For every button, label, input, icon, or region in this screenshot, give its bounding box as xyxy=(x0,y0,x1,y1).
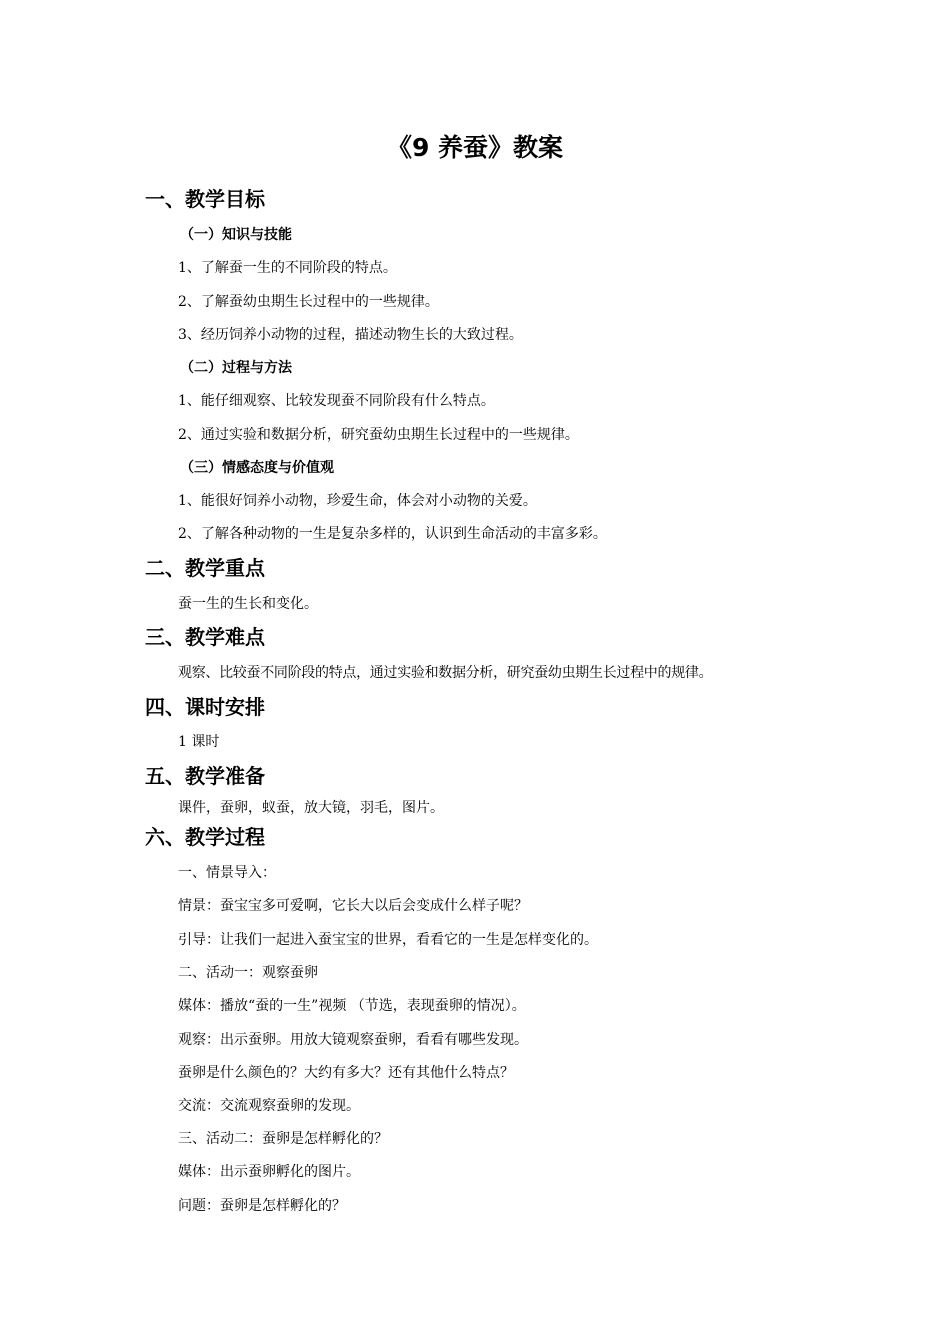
process-line: 三、活动二：蚕卵是怎样孵化的？ xyxy=(178,1131,388,1147)
subsection-heading-attitude: （三）情感态度与价值观 xyxy=(180,460,334,476)
process-line: 二、活动一：观察蚕卵 xyxy=(178,965,318,981)
section-heading-schedule: 四、课时安排 xyxy=(145,695,265,719)
process-line: 蚕卵是什么颜色的？大约有多大？还有其他什么特点？ xyxy=(178,1065,514,1081)
section-heading-preparation: 五、教学准备 xyxy=(145,764,265,788)
section-heading-key-points: 二、教学重点 xyxy=(145,556,265,580)
section-heading-process: 六、教学过程 xyxy=(145,825,265,849)
goal-item: 2、了解蚕幼虫期生长过程中的一些规律。 xyxy=(178,294,439,310)
process-line: 一、情景导入： xyxy=(178,865,276,881)
section-text: 蚕一生的生长和变化。 xyxy=(178,596,318,612)
goal-item: 1、了解蚕一生的不同阶段的特点。 xyxy=(178,260,397,276)
document-title: 《9 养蚕》教案 xyxy=(386,133,564,162)
process-line: 引导：让我们一起进入蚕宝宝的世界，看看它的一生是怎样变化的。 xyxy=(178,932,598,948)
process-line: 问题：蚕卵是怎样孵化的？ xyxy=(178,1198,346,1214)
section-text: 1 课时 xyxy=(178,734,220,750)
subsection-heading-process: （二）过程与方法 xyxy=(180,360,292,376)
goal-item: 3、经历饲养小动物的过程，描述动物生长的大致过程。 xyxy=(178,327,523,343)
goal-item: 1、能很好饲养小动物，珍爱生命，体会对小动物的关爱。 xyxy=(178,493,537,509)
section-text: 观察、比较蚕不同阶段的特点，通过实验和数据分析，研究蚕幼虫期生长过程中的规律。 xyxy=(178,665,713,681)
goal-item: 2、了解各种动物的一生是复杂多样的，认识到生命活动的丰富多彩。 xyxy=(178,526,607,542)
process-line: 媒体：播放“蚕的一生”视频 （节选，表现蚕卵的情况）。 xyxy=(178,998,526,1014)
process-line: 媒体：出示蚕卵孵化的图片。 xyxy=(178,1164,360,1180)
goal-item: 1、能仔细观察、比较发现蚕不同阶段有什么特点。 xyxy=(178,393,495,409)
process-line: 交流：交流观察蚕卵的发现。 xyxy=(178,1098,360,1114)
section-heading-difficulties: 三、教学难点 xyxy=(145,625,265,649)
process-line: 情景：蚕宝宝多可爱啊，它长大以后会变成什么样子呢？ xyxy=(178,898,528,914)
process-line: 观察：出示蚕卵。用放大镜观察蚕卵，看看有哪些发现。 xyxy=(178,1032,528,1048)
section-text: 课件，蚕卵，蚁蚕，放大镜，羽毛，图片。 xyxy=(178,800,444,816)
goal-item: 2、通过实验和数据分析，研究蚕幼虫期生长过程中的一些规律。 xyxy=(178,427,579,443)
section-heading-goals: 一、教学目标 xyxy=(145,187,265,211)
subsection-heading-knowledge: （一）知识与技能 xyxy=(180,227,292,243)
